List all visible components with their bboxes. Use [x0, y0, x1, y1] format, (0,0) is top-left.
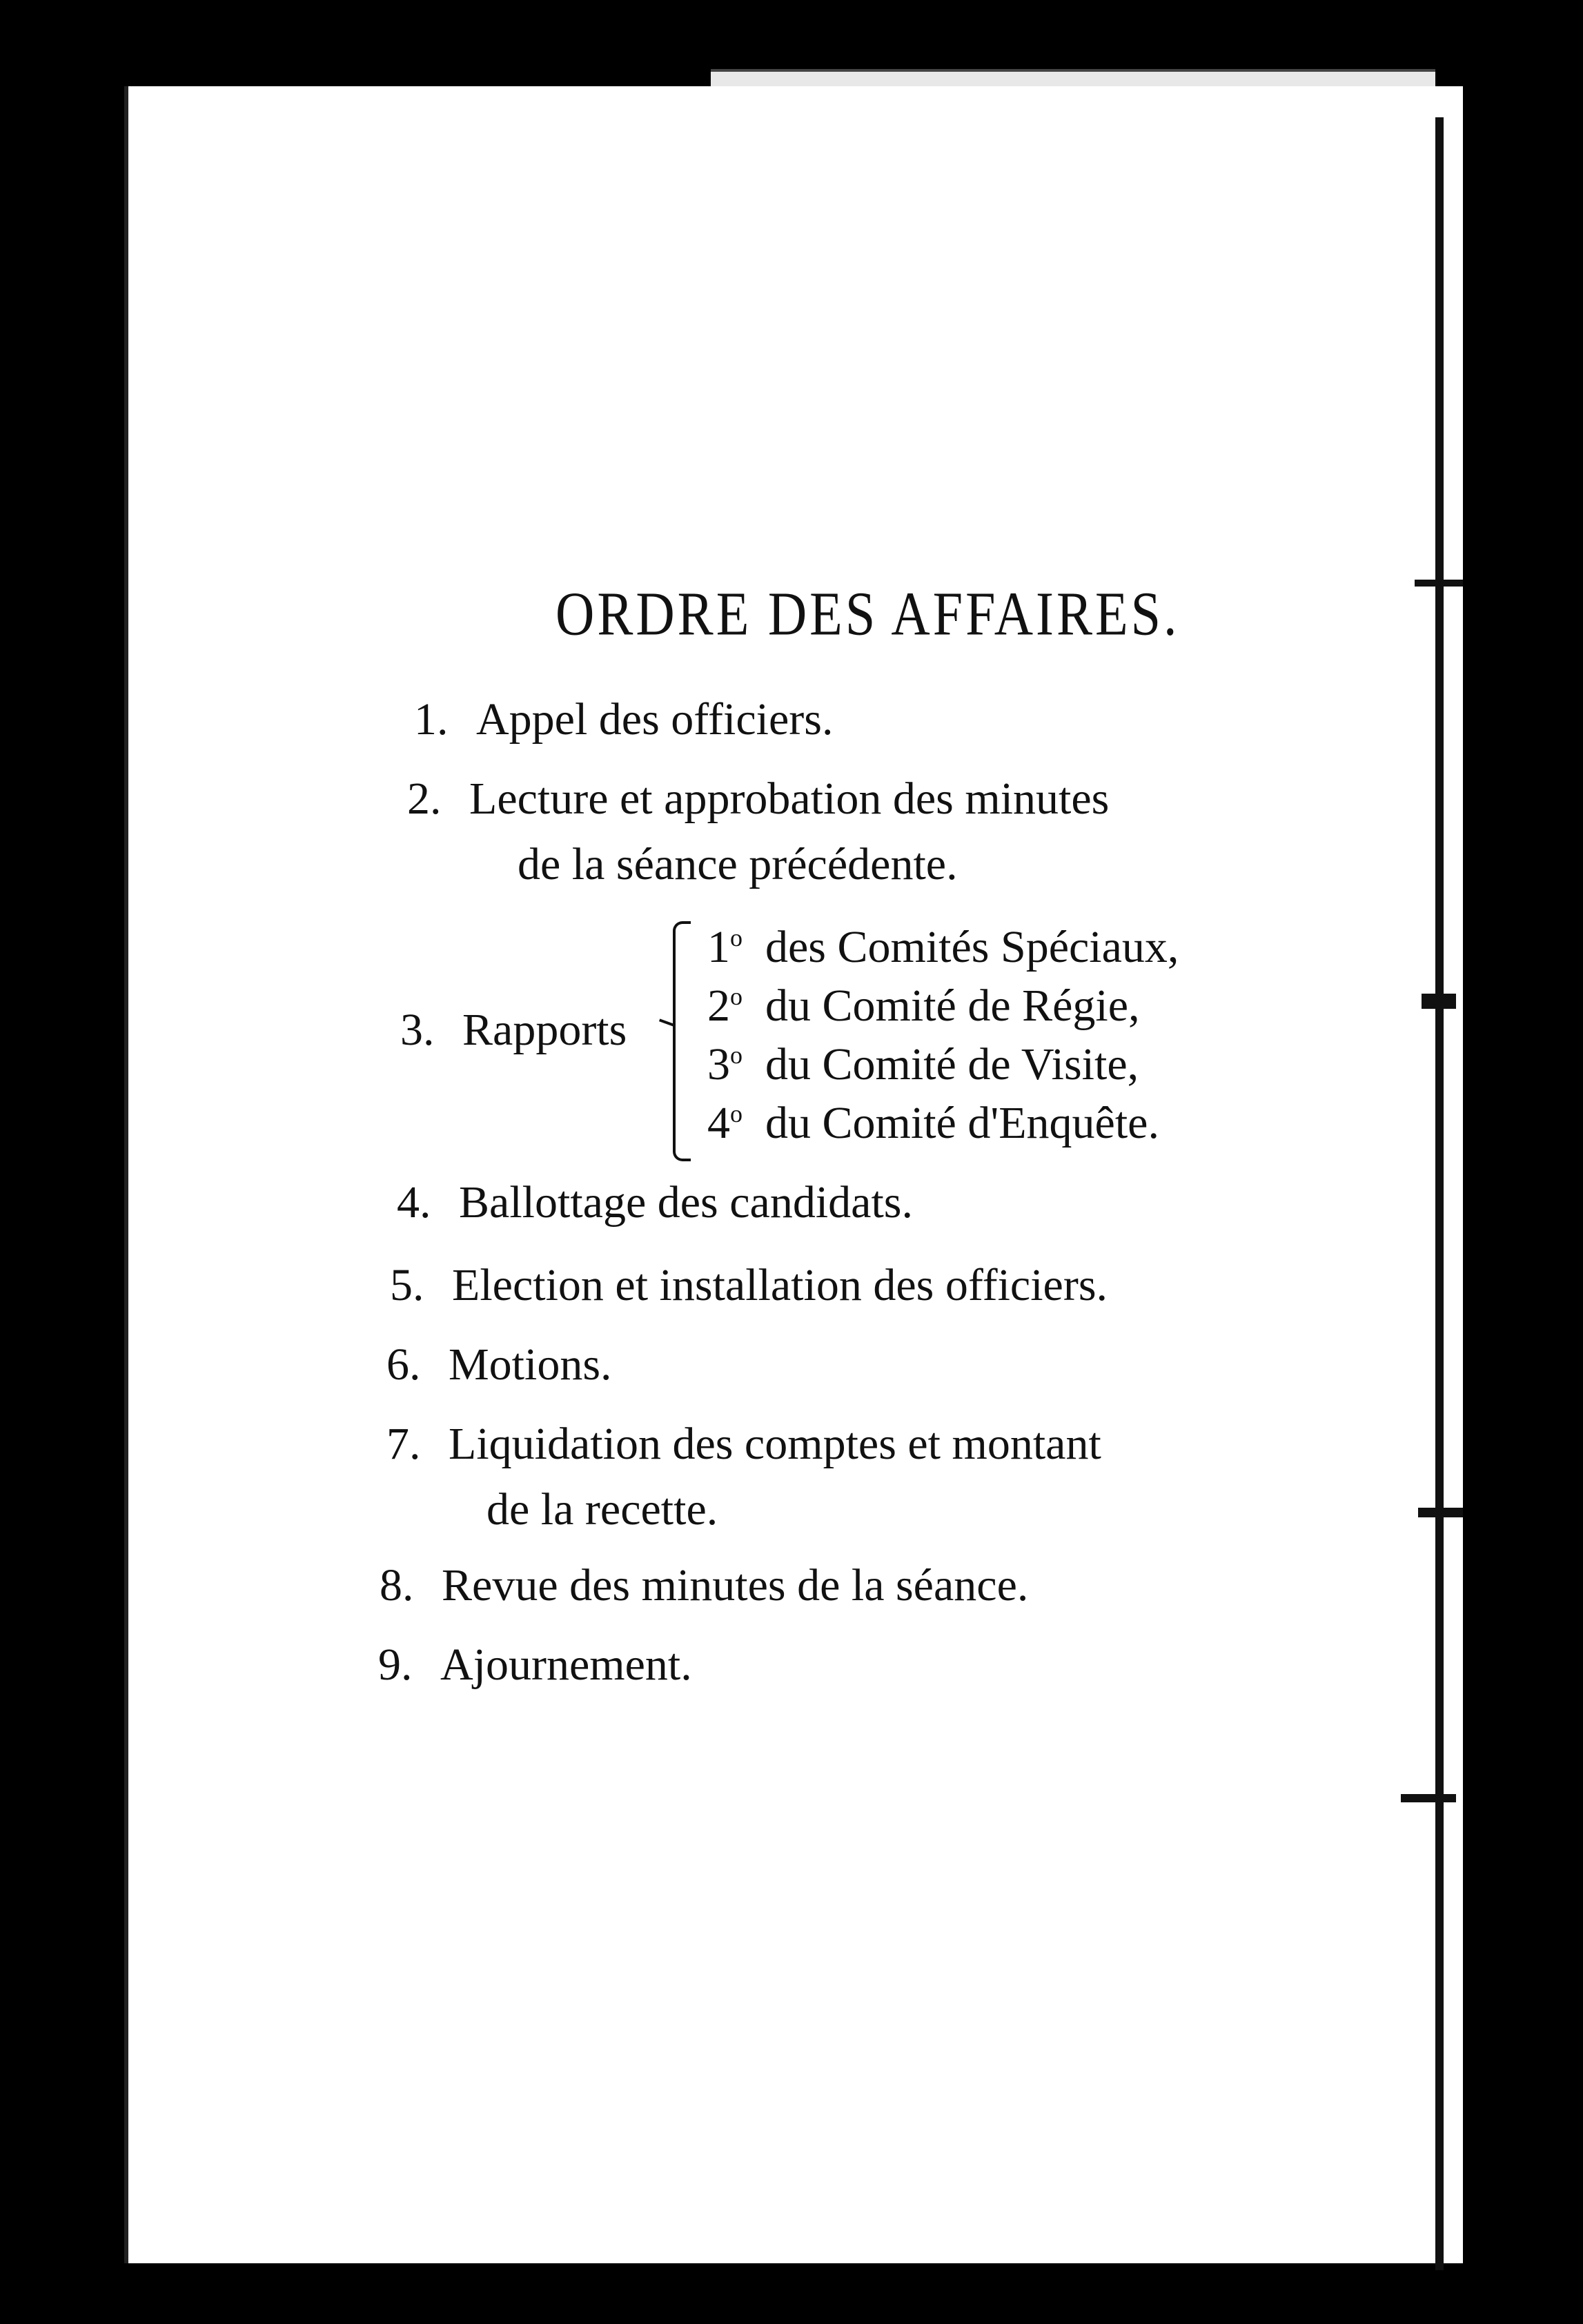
item-text: Rapports [462, 1005, 627, 1055]
item-number: 3. [400, 1005, 435, 1055]
list-item [380, 1560, 1029, 1611]
sub-item [707, 921, 1179, 974]
sub-item-ordinal: 4 [707, 1098, 730, 1148]
sub-item-text: du Comité de Régie, [765, 981, 1140, 1031]
item-number: 8. [380, 1560, 414, 1611]
item-text: Election et installation des officiers. [452, 1260, 1108, 1310]
item-text: Lecture et approbation des minutes [469, 774, 1110, 824]
list-item [390, 1260, 1108, 1310]
page-title: ORDRE DES AFFAIRES. [555, 579, 1180, 649]
item-continuation: de la séance précédente. [518, 839, 958, 889]
item-text: Motions. [449, 1339, 612, 1390]
list-item [386, 1421, 1101, 1467]
ordinal-mark: o [730, 924, 743, 952]
sub-item [707, 980, 1140, 1032]
list-item [386, 1339, 612, 1390]
sub-item-ordinal: 2 [707, 981, 730, 1031]
sub-item-text: des Comités Spéciaux, [765, 922, 1179, 972]
sub-item-text: du Comité d'Enquête. [765, 1098, 1159, 1148]
list-item [397, 1177, 913, 1228]
list-item [407, 776, 1109, 822]
item-number: 1. [414, 694, 449, 745]
ordinal-mark: o [730, 1100, 743, 1127]
ordinal-mark: o [730, 983, 743, 1010]
sub-item-ordinal: 3 [707, 1039, 730, 1090]
item-text: Appel des officiers. [476, 694, 834, 745]
document-page [124, 86, 1463, 2263]
list-item [378, 1639, 692, 1690]
item-number: 5. [390, 1260, 424, 1310]
list-item [400, 1007, 627, 1053]
bracket [673, 921, 691, 1161]
binding-stitch [1401, 1794, 1456, 1802]
sub-item [707, 1038, 1139, 1091]
item-continuation: de la recette. [486, 1484, 718, 1535]
item-text: Liquidation des comptes et montant [449, 1419, 1101, 1469]
sub-item-ordinal: 1 [707, 922, 730, 972]
item-number: 4. [397, 1177, 431, 1228]
item-text: Ballottage des candidats. [459, 1177, 913, 1228]
item-number: 7. [386, 1419, 421, 1469]
sub-item-text: du Comité de Visite, [765, 1039, 1139, 1090]
binding-stitch [1418, 1508, 1463, 1517]
item-text: Ajournement. [440, 1639, 692, 1690]
list-item [414, 694, 834, 745]
ordinal-mark: o [730, 1041, 743, 1069]
item-text: Revue des minutes de la séance. [442, 1560, 1029, 1611]
item-number: 6. [386, 1339, 421, 1390]
item-number: 2. [407, 774, 442, 824]
item-number: 9. [378, 1639, 413, 1690]
binding-stitch [1415, 580, 1463, 587]
binding-spine [1435, 117, 1444, 2270]
sub-item [707, 1097, 1159, 1150]
binding-stitch [1422, 994, 1456, 1009]
